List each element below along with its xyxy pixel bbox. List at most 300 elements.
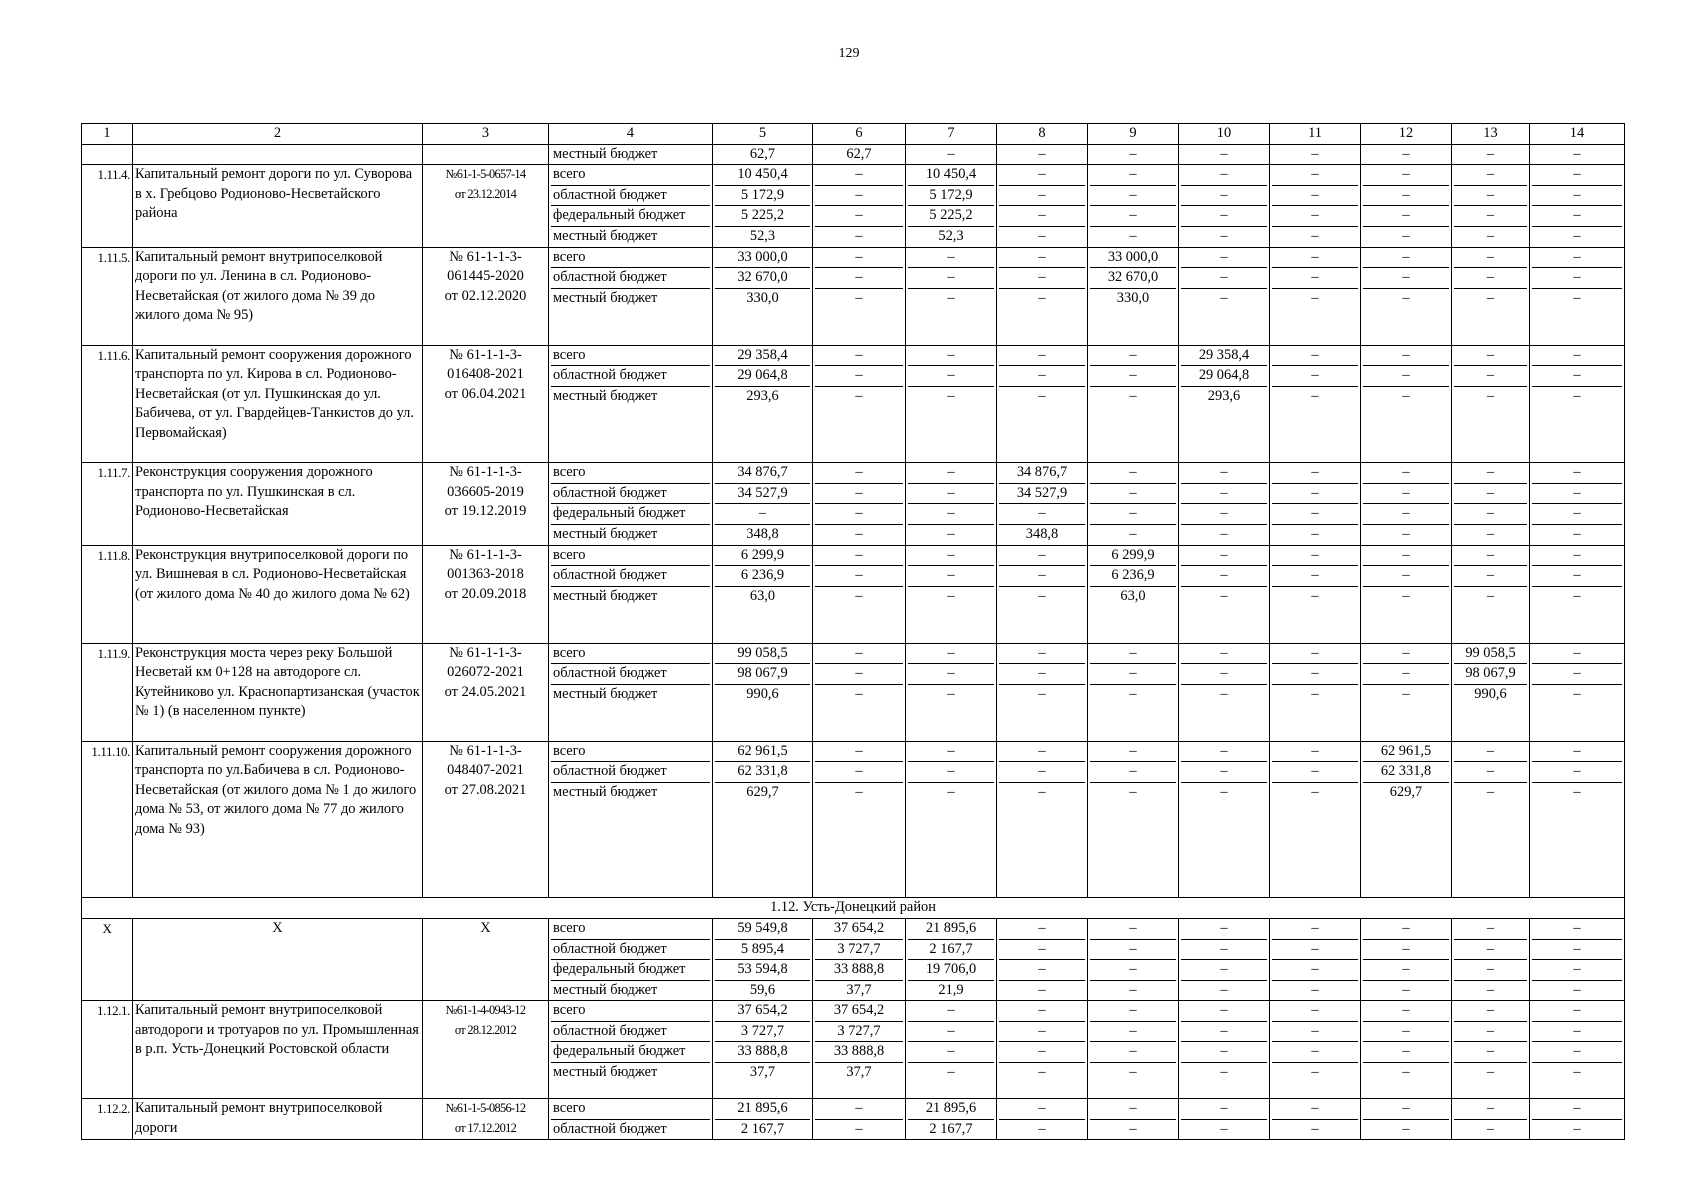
amount-value: – xyxy=(1454,504,1527,525)
amount-value: 98 067,9 xyxy=(1454,664,1527,685)
amount-value: – xyxy=(1486,587,1495,604)
amount-value: 348,8 xyxy=(1025,525,1059,542)
amount-value: – xyxy=(1573,685,1581,702)
amount-value: 21 895,6 xyxy=(715,1099,810,1120)
column-number: 11 xyxy=(1270,124,1361,145)
amount-value: 59 549,8 xyxy=(715,919,810,940)
amount-cell xyxy=(1452,463,1530,545)
amount-value: – xyxy=(1181,463,1267,484)
amount-value: – xyxy=(1181,664,1267,685)
amount-cell xyxy=(713,741,813,898)
amount-cell xyxy=(813,1001,906,1099)
amount-value: – xyxy=(999,366,1085,387)
amount-value: – xyxy=(815,644,903,665)
amount-value: – xyxy=(947,587,955,604)
amount-value: 37,7 xyxy=(749,1064,776,1081)
amount-value: 32 670,0 xyxy=(1090,268,1176,289)
amount-value: – xyxy=(947,289,955,306)
column-number: 7 xyxy=(906,124,997,145)
amount-value: – xyxy=(1532,1099,1622,1120)
amount-value: – xyxy=(1090,1042,1176,1063)
amount-value: – xyxy=(1129,783,1137,800)
amount-value: – xyxy=(1402,1064,1410,1081)
item-number: 1.11.10. xyxy=(82,741,133,898)
table-row xyxy=(82,144,1625,165)
document-number-text: № 61-1-1-3- 026072-2021 от 24.05.2021 xyxy=(444,644,527,700)
amount-value: – xyxy=(1311,1120,1319,1137)
item-name: Капитальный ремонт дороги по ул. Суворова в х. Гребцово Родионово-Несветайского района xyxy=(133,165,423,247)
amount-cell xyxy=(1530,463,1625,545)
amount-value: – xyxy=(1363,1099,1449,1120)
amount-cell xyxy=(1452,545,1530,643)
amount-value: – xyxy=(1311,525,1319,542)
amount-value: 34 527,9 xyxy=(715,484,810,505)
amount-value: 33 000,0 xyxy=(1090,248,1176,269)
amount-cell xyxy=(1452,1001,1530,1099)
document-number xyxy=(423,545,549,643)
amount-value: – xyxy=(1454,566,1527,587)
amount-cell xyxy=(713,165,813,247)
amount-value: – xyxy=(815,248,903,269)
amount-cell xyxy=(713,144,813,165)
amount-cell xyxy=(997,165,1088,247)
amount-cell xyxy=(713,1001,813,1099)
amount-value: – xyxy=(855,685,863,702)
amount-value: – xyxy=(1090,919,1176,940)
amount-cell xyxy=(906,741,997,898)
funding-source: всего xyxy=(551,919,710,940)
table-row xyxy=(82,918,1625,1000)
funding-source: всего xyxy=(551,546,710,567)
column-number: 8 xyxy=(997,124,1088,145)
amount-cell xyxy=(1179,165,1270,247)
amount-value: 348,8 xyxy=(746,525,779,542)
amount-cell xyxy=(813,463,906,545)
amount-value: – xyxy=(855,525,863,542)
amount-value: – xyxy=(1090,1022,1176,1043)
amount-cell xyxy=(1088,345,1179,463)
amount-cell xyxy=(1179,1099,1270,1140)
document-number xyxy=(423,345,549,463)
amount-value: – xyxy=(855,387,863,404)
item-name: Капитальный ремонт внутрипоселковой дороги по ул. Ленина в сл. Родионово-Несветайская (от жилого дома № 39 до жилого дома № 95) xyxy=(133,247,423,345)
amount-value: – xyxy=(1220,685,1228,702)
amount-value: – xyxy=(1272,165,1358,186)
amount-value: 33 000,0 xyxy=(715,248,810,269)
amount-value: 63,0 xyxy=(1120,587,1146,604)
amount-value: – xyxy=(1220,1064,1228,1081)
funding-source: местный бюджет xyxy=(553,525,658,542)
amount-value: – xyxy=(1181,940,1267,961)
item-name: Капитальный ремонт сооружения дорожного транспорта по ул. Кирова в сл. Родионово-Несветайская (от ул. Пушкинская до ул. Бабичева, от ул. Гвардейцев-Танкистов до ул. Первомайская) xyxy=(133,345,423,463)
amount-cell xyxy=(906,918,997,1000)
funding-source: областной бюджет xyxy=(551,940,710,961)
funding-source: местный бюджет xyxy=(553,289,658,306)
amount-value: – xyxy=(1272,566,1358,587)
amount-value: 29 064,8 xyxy=(1181,366,1267,387)
amount-cell xyxy=(1088,741,1179,898)
program-table xyxy=(81,123,1625,1140)
amount-value: 34 876,7 xyxy=(715,463,810,484)
amount-cell xyxy=(1361,918,1452,1000)
amount-cell xyxy=(997,545,1088,643)
amount-value: – xyxy=(1181,1099,1267,1120)
amount-cell xyxy=(997,643,1088,741)
amount-value: – xyxy=(908,644,994,665)
amount-value: – xyxy=(947,1064,955,1081)
amount-value: 5 172,9 xyxy=(715,186,810,207)
amount-cell xyxy=(906,144,997,165)
item-number: 1.11.7. xyxy=(82,463,133,545)
amount-value: – xyxy=(1402,289,1410,306)
amount-value: – xyxy=(1220,525,1228,542)
amount-value: – xyxy=(1129,1064,1137,1081)
column-number: 12 xyxy=(1361,124,1452,145)
amount-cell xyxy=(813,918,906,1000)
amount-cell xyxy=(813,643,906,741)
amount-value: 34 527,9 xyxy=(999,484,1085,505)
amount-cell xyxy=(1179,545,1270,643)
amount-value: – xyxy=(999,742,1085,763)
amount-value: – xyxy=(1573,145,1581,162)
amount-value: – xyxy=(1363,1042,1449,1063)
document-number-text: № 61-1-1-3- 048407-2021 от 27.08.2021 xyxy=(444,742,527,798)
funding-source: областной бюджет xyxy=(551,268,710,289)
amount-value: – xyxy=(1454,1099,1527,1120)
document-number-text: №61-1-5-0657-14 от 23.12.2014 xyxy=(445,167,526,201)
column-number: 6 xyxy=(813,124,906,145)
amount-cell xyxy=(1361,345,1452,463)
amount-value: – xyxy=(1272,463,1358,484)
amount-value: – xyxy=(1181,186,1267,207)
amount-value: – xyxy=(815,664,903,685)
amount-value: – xyxy=(1311,289,1319,306)
page-number: 129 xyxy=(838,46,860,61)
amount-value: – xyxy=(1090,664,1176,685)
amount-value: – xyxy=(855,587,863,604)
amount-value: – xyxy=(1532,484,1622,505)
amount-value: – xyxy=(908,463,994,484)
amount-value: – xyxy=(1090,463,1176,484)
amount-cell xyxy=(1088,1001,1179,1099)
amount-value: – xyxy=(1454,1042,1527,1063)
amount-cell xyxy=(1179,643,1270,741)
amount-value: 99 058,5 xyxy=(1454,644,1527,665)
item-number: 1.12.2. xyxy=(82,1099,133,1140)
amount-value: 29 358,4 xyxy=(715,346,810,367)
amount-value: – xyxy=(1454,463,1527,484)
funding-source: областной бюджет xyxy=(551,1022,710,1043)
amount-value: – xyxy=(1532,664,1622,685)
amount-value: – xyxy=(999,248,1085,269)
amount-value: – xyxy=(1454,1022,1527,1043)
amount-cell xyxy=(813,247,906,345)
amount-cell xyxy=(1179,345,1270,463)
amount-value: – xyxy=(1090,484,1176,505)
funding-source: местный бюджет xyxy=(553,587,658,604)
amount-value: 629,7 xyxy=(1389,783,1423,800)
amount-value: – xyxy=(1038,1064,1046,1081)
amount-value: – xyxy=(999,346,1085,367)
amount-value: – xyxy=(1363,644,1449,665)
amount-value: – xyxy=(1181,1022,1267,1043)
amount-value: – xyxy=(1311,587,1319,604)
funding-sources xyxy=(549,463,713,545)
document-number xyxy=(423,144,549,165)
amount-value: – xyxy=(1532,644,1622,665)
amount-cell xyxy=(1452,918,1530,1000)
amount-value: 33 888,8 xyxy=(715,1042,810,1063)
amount-value: – xyxy=(855,783,863,800)
amount-value: – xyxy=(999,762,1085,783)
amount-value: – xyxy=(999,644,1085,665)
item-name xyxy=(133,144,423,165)
amount-cell xyxy=(997,463,1088,545)
document-number xyxy=(423,741,549,898)
document-number-text: № 61-1-1-3- 061445-2020 от 02.12.2020 xyxy=(444,248,527,304)
amount-value: – xyxy=(908,1001,994,1022)
amount-value: 62 961,5 xyxy=(1363,742,1449,763)
amount-value: – xyxy=(1090,1001,1176,1022)
amount-value: – xyxy=(947,525,955,542)
funding-sources xyxy=(549,247,713,345)
amount-value: – xyxy=(1363,206,1449,227)
amount-value: – xyxy=(1454,186,1527,207)
amount-value: – xyxy=(1181,504,1267,525)
funding-source: местный бюджет xyxy=(553,685,658,702)
amount-cell xyxy=(906,463,997,545)
amount-value: – xyxy=(1272,762,1358,783)
amount-cell xyxy=(906,1099,997,1140)
amount-value: – xyxy=(1573,227,1581,244)
amount-cell xyxy=(813,545,906,643)
amount-cell xyxy=(1270,545,1361,643)
amount-value: – xyxy=(1402,227,1410,244)
amount-value: – xyxy=(1454,742,1527,763)
amount-value: 37,7 xyxy=(846,1064,872,1081)
amount-value: – xyxy=(999,566,1085,587)
item-number: 1.11.5. xyxy=(82,247,133,345)
amount-value: – xyxy=(999,165,1085,186)
amount-value: – xyxy=(1181,1042,1267,1063)
item-name: Капитальный ремонт внутрипоселковой автодороги и тротуаров по ул. Промышленная в р.п. Усть-Донецкий Ростовской области xyxy=(133,1001,423,1099)
amount-value: – xyxy=(908,366,994,387)
amount-value: – xyxy=(1038,387,1046,404)
amount-value: – xyxy=(815,504,903,525)
amount-value: – xyxy=(1038,289,1046,306)
amount-value: – xyxy=(1272,644,1358,665)
amount-value: 6 299,9 xyxy=(715,546,810,567)
amount-value: – xyxy=(1573,1120,1581,1137)
amount-value: 19 706,0 xyxy=(908,960,994,981)
amount-value: – xyxy=(1311,981,1319,998)
amount-value: – xyxy=(1272,960,1358,981)
document-number-text: № 61-1-1-3- 016408-2021 от 06.04.2021 xyxy=(444,346,527,402)
amount-cell xyxy=(1361,1001,1452,1099)
amount-value: 3 727,7 xyxy=(815,1022,903,1043)
table-row xyxy=(82,345,1625,463)
amount-value: – xyxy=(1363,248,1449,269)
amount-value: – xyxy=(815,165,903,186)
amount-value: – xyxy=(1532,940,1622,961)
amount-cell xyxy=(1088,144,1179,165)
amount-value: – xyxy=(1402,1120,1410,1137)
item-name: Х xyxy=(133,918,423,1000)
amount-cell xyxy=(1452,165,1530,247)
amount-value: – xyxy=(908,1042,994,1063)
amount-value: 293,6 xyxy=(746,387,779,404)
funding-sources xyxy=(549,1099,713,1140)
amount-value: – xyxy=(1454,940,1527,961)
amount-value: – xyxy=(815,762,903,783)
funding-sources xyxy=(549,144,713,165)
amount-cell xyxy=(1179,463,1270,545)
amount-value: – xyxy=(1363,268,1449,289)
amount-cell xyxy=(1361,144,1452,165)
amount-value: – xyxy=(1532,268,1622,289)
document-number-text: № 61-1-1-3- 036605-2019 от 19.12.2019 xyxy=(444,464,527,520)
amount-cell xyxy=(713,463,813,545)
funding-source: всего xyxy=(551,742,710,763)
amount-value: – xyxy=(1272,186,1358,207)
amount-value: – xyxy=(1402,387,1410,404)
amount-cell xyxy=(813,165,906,247)
amount-value: – xyxy=(999,186,1085,207)
amount-value: – xyxy=(999,1099,1085,1120)
funding-source: областной бюджет xyxy=(551,484,710,505)
amount-value: – xyxy=(1129,981,1137,998)
funding-sources xyxy=(549,1001,713,1099)
amount-value: 98 067,9 xyxy=(715,664,810,685)
amount-value: – xyxy=(1090,186,1176,207)
amount-value: – xyxy=(1129,145,1137,162)
amount-value: – xyxy=(1532,566,1622,587)
amount-cell xyxy=(713,247,813,345)
amount-value: – xyxy=(908,268,994,289)
amount-value: – xyxy=(1038,783,1046,800)
amount-value: – xyxy=(1220,145,1228,162)
amount-cell xyxy=(997,144,1088,165)
amount-value: – xyxy=(715,504,810,525)
funding-source: местный бюджет xyxy=(553,981,658,998)
funding-source: областной бюджет xyxy=(551,664,710,685)
amount-value: – xyxy=(1181,960,1267,981)
amount-cell xyxy=(1270,345,1361,463)
amount-value: – xyxy=(1038,227,1046,244)
amount-cell xyxy=(1270,741,1361,898)
amount-value: – xyxy=(1454,165,1527,186)
amount-cell xyxy=(1452,741,1530,898)
amount-value: – xyxy=(1272,1099,1358,1120)
funding-source: местный бюджет xyxy=(553,783,658,800)
amount-value: 33 888,8 xyxy=(815,1042,903,1063)
amount-cell xyxy=(997,1001,1088,1099)
table-row xyxy=(82,165,1625,247)
amount-cell xyxy=(1530,741,1625,898)
amount-cell xyxy=(1179,247,1270,345)
table-row xyxy=(82,643,1625,741)
funding-source: местный бюджет xyxy=(553,227,658,244)
amount-value: – xyxy=(1363,1022,1449,1043)
amount-value: – xyxy=(1129,525,1137,542)
amount-value: – xyxy=(1532,504,1622,525)
funding-source: областной бюджет xyxy=(553,1120,667,1137)
amount-value: – xyxy=(999,1001,1085,1022)
amount-value: – xyxy=(908,346,994,367)
amount-value: – xyxy=(855,289,863,306)
amount-value: – xyxy=(1311,1064,1319,1081)
item-number: 1.11.8. xyxy=(82,545,133,643)
funding-source: областной бюджет xyxy=(551,566,710,587)
amount-value: – xyxy=(1090,504,1176,525)
amount-value: 990,6 xyxy=(1474,685,1507,702)
amount-value: – xyxy=(1038,587,1046,604)
amount-value: – xyxy=(1454,919,1527,940)
amount-cell xyxy=(1088,643,1179,741)
amount-value: – xyxy=(999,960,1085,981)
amount-value: – xyxy=(1454,960,1527,981)
item-number: Х xyxy=(82,918,133,1000)
amount-cell xyxy=(813,1099,906,1140)
amount-value: – xyxy=(1532,1022,1622,1043)
amount-cell xyxy=(1179,1001,1270,1099)
amount-value: – xyxy=(815,186,903,207)
amount-value: 21,9 xyxy=(938,981,964,998)
amount-value: – xyxy=(1220,227,1228,244)
amount-value: – xyxy=(947,387,955,404)
amount-value: – xyxy=(1532,206,1622,227)
amount-value: – xyxy=(908,546,994,567)
amount-value: – xyxy=(999,268,1085,289)
amount-cell xyxy=(1088,545,1179,643)
funding-source: федеральный бюджет xyxy=(551,206,710,227)
column-number: 2 xyxy=(133,124,423,145)
amount-value: – xyxy=(1454,484,1527,505)
amount-value: – xyxy=(1363,346,1449,367)
amount-cell xyxy=(1361,1099,1452,1140)
amount-value: 2 167,7 xyxy=(908,940,994,961)
amount-cell xyxy=(906,545,997,643)
amount-value: 52,3 xyxy=(938,227,964,244)
funding-sources xyxy=(549,918,713,1000)
amount-value: – xyxy=(1402,685,1410,702)
amount-value: – xyxy=(815,742,903,763)
amount-cell xyxy=(997,247,1088,345)
funding-source: всего xyxy=(551,1099,710,1120)
amount-cell xyxy=(1361,741,1452,898)
amount-value: – xyxy=(1181,644,1267,665)
amount-value: – xyxy=(1486,1120,1495,1137)
amount-value: 5 225,2 xyxy=(908,206,994,227)
section-title: 1.12. Усть-Донецкий район xyxy=(82,898,1625,919)
amount-value: – xyxy=(1129,685,1137,702)
amount-value: – xyxy=(1129,227,1137,244)
amount-value: 62,7 xyxy=(846,145,872,162)
amount-value: – xyxy=(1402,525,1410,542)
amount-value: – xyxy=(815,346,903,367)
item-number: 1.12.1. xyxy=(82,1001,133,1099)
amount-value: – xyxy=(1272,940,1358,961)
amount-value: – xyxy=(1038,685,1046,702)
column-number: 1 xyxy=(82,124,133,145)
amount-value: – xyxy=(1272,1042,1358,1063)
column-number: 13 xyxy=(1452,124,1530,145)
document-number xyxy=(423,643,549,741)
funding-source: федеральный бюджет xyxy=(551,504,710,525)
amount-value: 59,6 xyxy=(749,981,776,998)
amount-cell xyxy=(1270,144,1361,165)
amount-value: – xyxy=(1038,981,1046,998)
